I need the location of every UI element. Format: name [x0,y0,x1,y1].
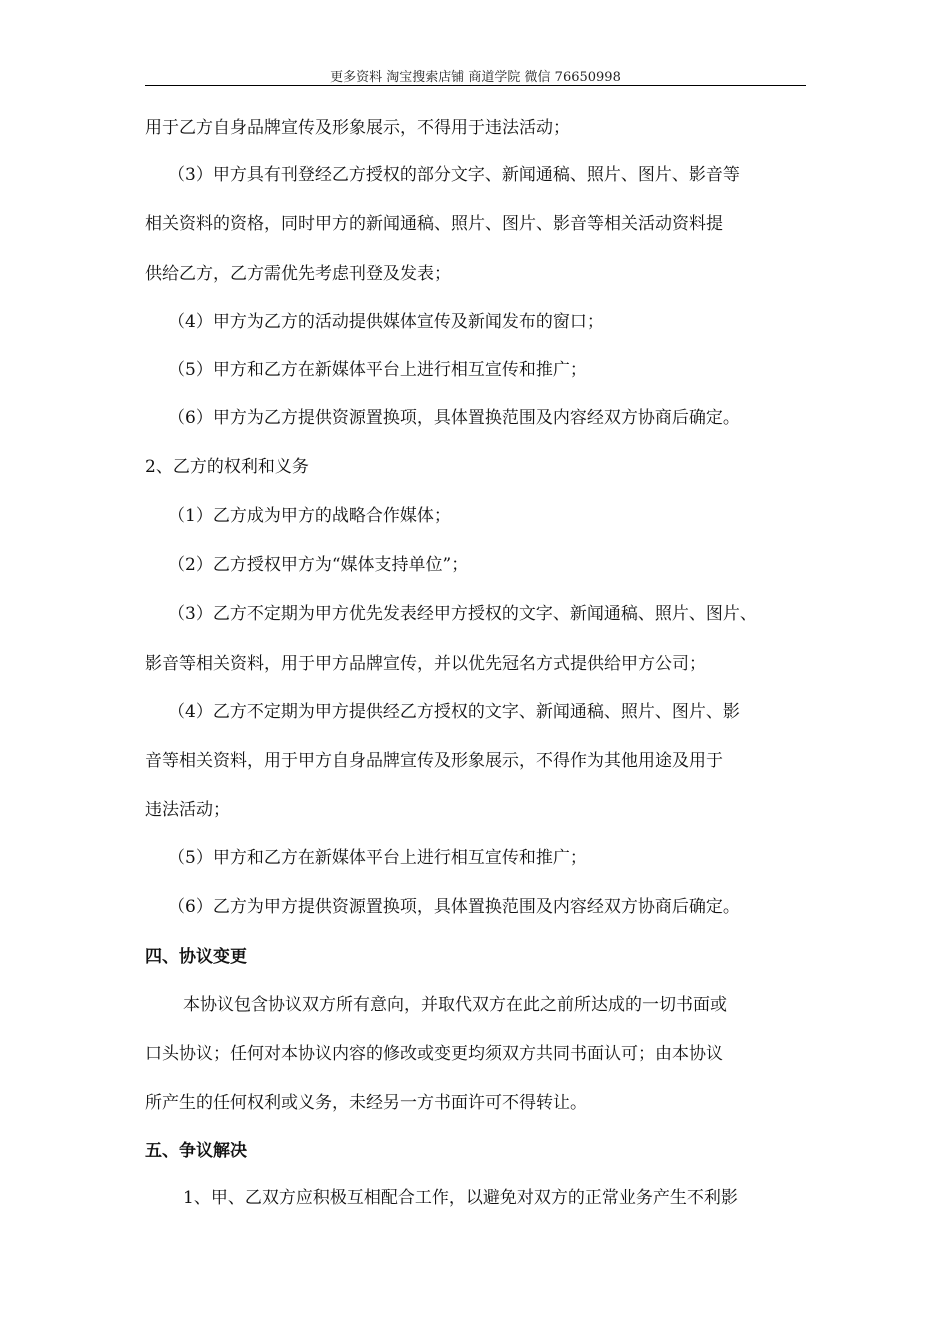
list-item: （3）甲方具有刊登经乙方授权的部分文字、新闻通稿、照片、图片、影音等 [168,165,740,185]
paragraph-line: 1、甲、乙双方应积极互相配合工作，以避免对双方的正常业务产生不利影 [183,1188,738,1208]
list-item: （5）甲方和乙方在新媒体平台上进行相互宣传和推广； [168,848,587,868]
list-item: （2）乙方授权甲方为“媒体支持单位”； [168,555,469,575]
section-heading: 五、争议解决 [145,1141,247,1161]
text-line: 供给乙方，乙方需优先考虑刊登及发表； [145,264,451,284]
text-line: 影音等相关资料，用于甲方品牌宣传，并以优先冠名方式提供给甲方公司； [145,654,706,674]
list-item: （3）乙方不定期为甲方优先发表经甲方授权的文字、新闻通稿、照片、图片、 [168,604,757,624]
section-subheading: 2、乙方的权利和义务 [145,457,309,477]
section-heading: 四、协议变更 [145,947,247,967]
list-item: （4）甲方为乙方的活动提供媒体宣传及新闻发布的窗口； [168,312,604,332]
list-item: （6）甲方为乙方提供资源置换项，具体置换范围及内容经双方协商后确定。 [168,408,740,428]
header-divider [145,85,806,86]
list-item: （4）乙方不定期为甲方提供经乙方授权的文字、新闻通稿、照片、图片、影 [168,702,740,722]
list-item: （6）乙方为甲方提供资源置换项，具体置换范围及内容经双方协商后确定。 [168,897,740,917]
list-item: （1）乙方成为甲方的战略合作媒体； [168,506,451,526]
page-header: 更多资料 淘宝搜索店铺 商道学院 微信 76650998 [330,70,621,85]
text-line: 所产生的任何权利或义务，未经另一方书面许可不得转让。 [145,1093,587,1113]
paragraph-line: 本协议包含协议双方所有意向，并取代双方在此之前所达成的一切书面或 [183,995,727,1015]
text-line: 用于乙方自身品牌宣传及形象展示，不得用于违法活动； [145,118,570,138]
text-line: 相关资料的资格，同时甲方的新闻通稿、照片、图片、影音等相关活动资料提 [145,214,723,234]
text-line: 违法活动； [145,800,230,820]
text-line: 口头协议；任何对本协议内容的修改或变更均须双方共同书面认可；由本协议 [145,1044,723,1064]
text-line: 音等相关资料，用于甲方自身品牌宣传及形象展示，不得作为其他用途及用于 [145,751,723,771]
list-item: （5）甲方和乙方在新媒体平台上进行相互宣传和推广； [168,360,587,380]
